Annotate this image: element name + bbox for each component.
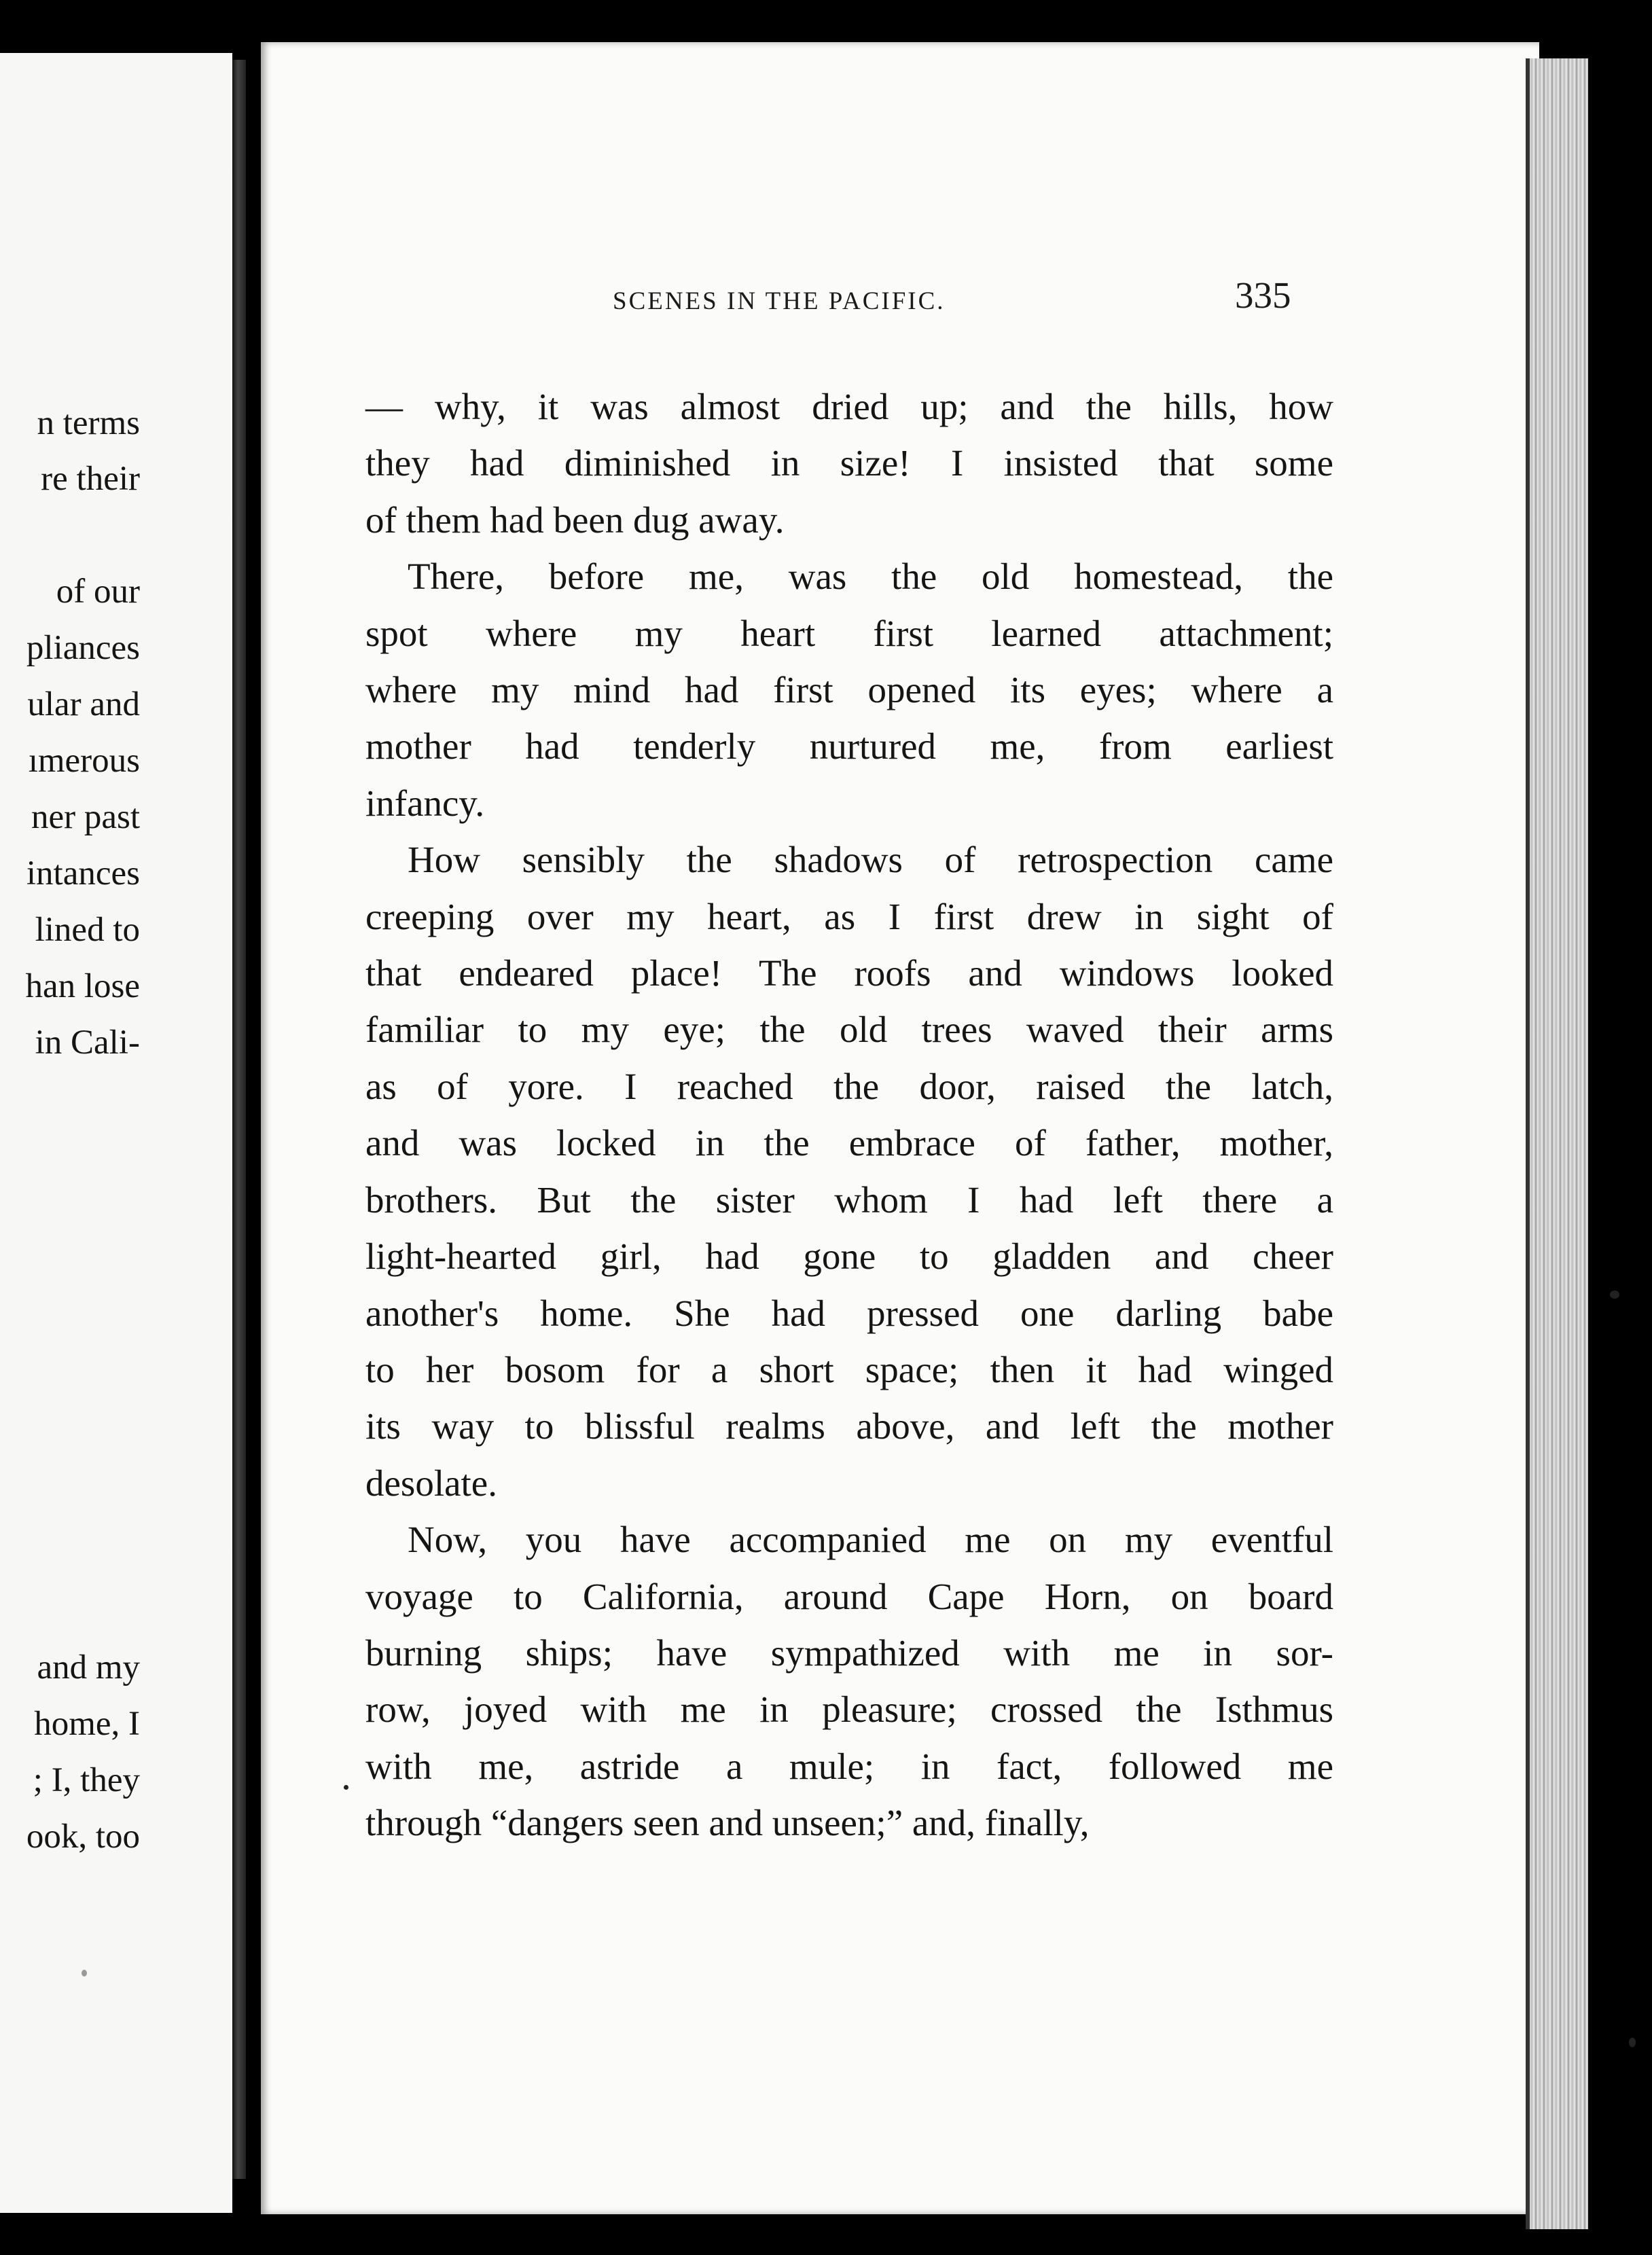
page-edges (1526, 58, 1588, 2229)
text-line: that endeared place! The roofs and windows looked (365, 952, 1333, 994)
text-line: infancy. (365, 782, 485, 824)
text-line: where my mind had first opened its eyes; where a (365, 669, 1333, 711)
text-line: another's home. She had pressed one darling babe (365, 1292, 1333, 1334)
text-line: — why, it was almost dried up; and the hills, how (365, 386, 1333, 427)
left-page-fragment: of our (56, 573, 140, 611)
running-head: SCENES IN THE PACIFIC. (613, 287, 946, 315)
text-line: they had diminished in size! I insisted that some (365, 442, 1333, 484)
text-line: spot where my heart first learned attachment; (365, 612, 1333, 654)
left-page-fragment: home, I (34, 1705, 140, 1743)
text-line: brothers. But the sister whom I had left there a (365, 1178, 1333, 1221)
text-line: Now, you have accompanied me on my eventful (408, 1519, 1333, 1561)
book-gutter (232, 60, 246, 2179)
left-page-fragment: in Cali- (35, 1024, 140, 1062)
left-page (0, 53, 232, 2213)
paragraph (365, 1511, 1333, 1851)
text-line: creeping over my heart, as I first drew in sight of (365, 895, 1333, 937)
left-page-fragment: han lose (25, 967, 140, 1005)
left-page-fragment: pliances (26, 629, 140, 667)
text-line: How sensibly the shadows of retrospection came (408, 839, 1333, 881)
left-page-fragment: intances (26, 854, 140, 892)
text-line: familiar to my eye; the old trees waved their arms (365, 1009, 1333, 1051)
left-page-fragment: re their (41, 460, 140, 498)
text-line: as of yore. I reached the door, raised the latch, (365, 1065, 1333, 1107)
text-line: its way to blissful realms above, and left the mother (365, 1405, 1333, 1447)
text-line: desolate. (365, 1462, 497, 1504)
dust-speck (344, 1785, 348, 1790)
text-line: There, before me, was the old homestead, the (408, 556, 1333, 598)
left-page-fragment: ner past (31, 798, 140, 836)
left-page-fragment: n terms (37, 404, 140, 442)
left-page-fragment: ular and (27, 685, 140, 723)
paragraph (365, 548, 1333, 831)
left-page-fragment: and my (37, 1648, 140, 1686)
text-line: of them had been dug away. (365, 499, 785, 541)
text-line: to her bosom for a short space; then it had winged (365, 1348, 1333, 1390)
page-number: 335 (1235, 274, 1291, 316)
text-line: through “dangers seen and unseen;” and, finally, (365, 1802, 1090, 1844)
left-page-fragment: ımerous (28, 742, 140, 780)
dust-speck (82, 1970, 87, 1977)
left-page-fragment: ook, too (26, 1818, 140, 1856)
text-line: burning ships; have sympathized with me in sor- (365, 1631, 1333, 1674)
text-line: with me, astride a mule; in fact, followed me (365, 1745, 1333, 1787)
text-line: mother had tenderly nurtured me, from earliest (365, 725, 1333, 768)
body-text (365, 378, 1333, 1852)
paragraph (365, 831, 1333, 1511)
dust-speck (1610, 1291, 1619, 1299)
text-line: row, joyed with me in pleasure; crossed the Isthmus (365, 1689, 1333, 1731)
left-page-fragment: lined to (35, 911, 140, 949)
text-line: and was locked in the embrace of father, mother, (365, 1122, 1333, 1164)
paragraph (365, 378, 1333, 548)
text-line: light-hearted girl, had gone to gladden and cheer (365, 1235, 1333, 1278)
dust-speck (1629, 2038, 1636, 2047)
text-line: voyage to California, around Cape Horn, on board (365, 1575, 1333, 1617)
left-page-fragment: ; I, they (33, 1761, 140, 1799)
